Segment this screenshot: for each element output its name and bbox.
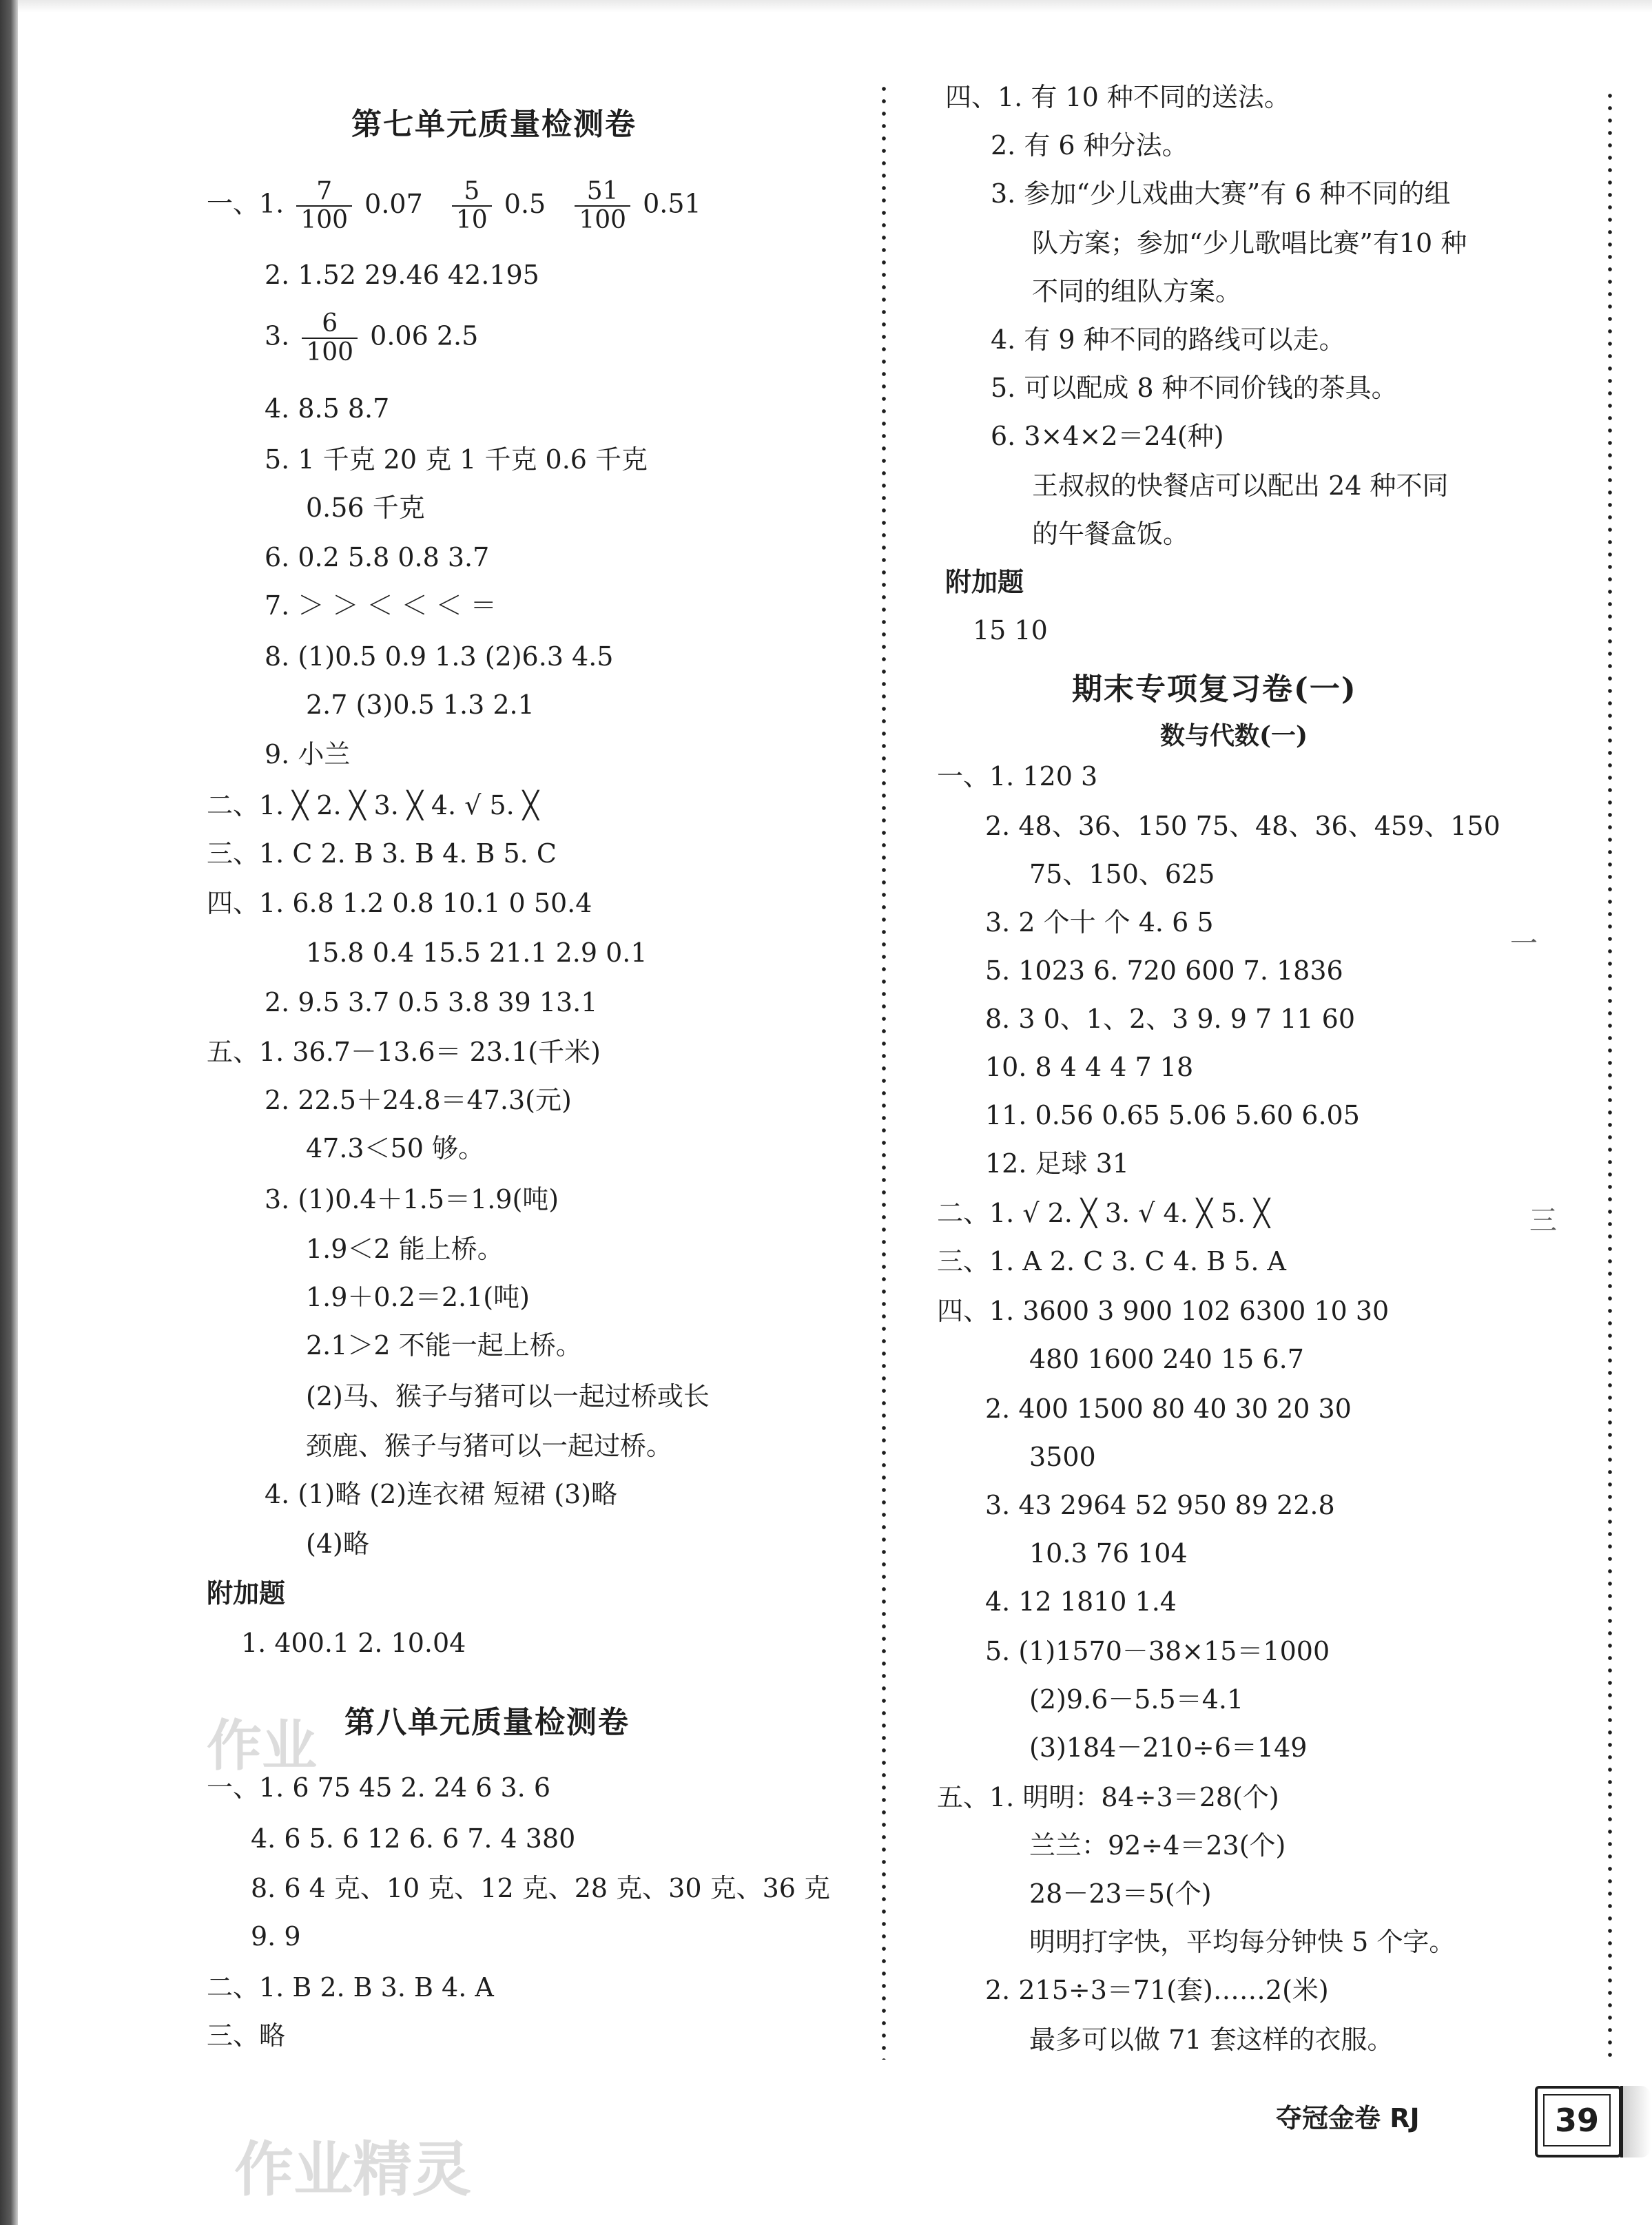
- answer-line: 8. 6 4 克、10 克、12 克、28 克、30 克、36 克: [251, 1873, 831, 1903]
- answer-line: 2. 48、36、150 75、48、36、459、150: [985, 811, 1500, 841]
- fraction-denominator: 100: [306, 338, 354, 366]
- answer-line: 8. 3 0、1、2、3 9. 9 7 11 60: [985, 1004, 1356, 1034]
- answer-line: 5. 1 千克 20 克 1 千克 0.6 千克: [265, 444, 648, 475]
- answer-line: (2)马、猴子与猪可以一起过桥或长: [306, 1381, 710, 1411]
- margin-mark: 一: [1510, 928, 1538, 960]
- answer-line: 8. (1)0.5 0.9 1.3 (2)6.3 4.5: [265, 641, 614, 672]
- answer-line: 颈鹿、猴子与猪可以一起过桥。: [306, 1431, 673, 1461]
- answer-line: 480 1600 240 15 6.7: [1029, 1344, 1304, 1374]
- answer-line: 75、150、625: [1029, 859, 1215, 889]
- answer-value: 0.51: [643, 188, 701, 219]
- answer-line: 28－23＝5(个): [1029, 1879, 1212, 1909]
- answer-line: 2. 1.52 29.46 42.195: [265, 260, 539, 290]
- answer-line: 三、略: [207, 2020, 286, 2051]
- answer-line: 明明打字快，平均每分钟快 5 个字。: [1029, 1927, 1456, 1957]
- fraction-denominator: 10: [455, 206, 488, 234]
- answer-lead: 3.: [265, 320, 290, 351]
- answer-line: 11. 0.56 0.65 5.06 5.60 6.05: [985, 1100, 1360, 1130]
- answer-line: 9. 9: [251, 1921, 301, 1952]
- answer-line: 2.1＞2 不能一起上桥。: [306, 1330, 582, 1360]
- answer-line: 2. 9.5 3.7 0.5 3.8 39 13.1: [265, 987, 598, 1017]
- answer-line: 2.7 (3)0.5 1.3 2.1: [306, 690, 535, 720]
- answer-line: 二、1. ╳ 2. ╳ 3. ╳ 4. √ 5. ╳: [207, 790, 539, 820]
- answer-line: 9. 小兰: [265, 739, 351, 769]
- scan-shadow-edge: [0, 0, 18, 2225]
- right-dotted-border: [1608, 90, 1612, 2060]
- answer-line: 4. 12 1810 1.4: [985, 1586, 1177, 1617]
- answer-line: 一、1. 6 75 45 2. 24 6 3. 6: [207, 1772, 550, 1803]
- section-title: 期末专项复习卷(一): [1072, 672, 1357, 707]
- answer-line: 1.9＜2 能上桥。: [306, 1234, 504, 1264]
- center-dotted-divider: [882, 83, 886, 2060]
- margin-mark: 三: [1529, 1205, 1557, 1236]
- answer-line: 一、1. 120 3: [937, 761, 1098, 791]
- answer-line: 最多可以做 71 套这样的衣服。: [1029, 2025, 1394, 2055]
- answer-line: 2. 有 6 种分法。: [991, 130, 1188, 161]
- answer-line: (4)略: [306, 1529, 369, 1559]
- section-title: 第八单元质量检测卷: [344, 1705, 630, 1740]
- answer-line: 15.8 0.4 15.5 21.1 2.9 0.1: [306, 938, 648, 968]
- answer-line: 3. 2 个十 个 4. 6 5: [985, 907, 1214, 938]
- answer-line: 二、1. B 2. B 3. B 4. A: [207, 1972, 494, 2002]
- scroll-decoration: [1620, 2086, 1651, 2157]
- answer-line: 兰兰：92÷4＝23(个): [1029, 1830, 1286, 1861]
- answer-line: 王叔叔的快餐店可以配出 24 种不同: [1032, 470, 1449, 501]
- answer-value: 0.06 2.5: [370, 320, 479, 351]
- answer-line: 4. 6 5. 6 12 6. 6 7. 4 380: [251, 1823, 576, 1854]
- answer-line: [207, 178, 701, 234]
- section-subtitle: 数与代数(一): [1160, 721, 1308, 750]
- bonus-label: 附加题: [945, 566, 1024, 597]
- fraction-numerator: 5: [452, 178, 492, 207]
- answer-line: 2. 22.5＋24.8＝47.3(元): [265, 1085, 572, 1115]
- answer-value: 0.07: [364, 188, 423, 219]
- answer-line: 6. 0.2 5.8 0.8 3.7: [265, 542, 490, 572]
- watermark-faint: 作业: [207, 1714, 317, 1778]
- fraction: [452, 178, 492, 234]
- answer-line: 2. 215÷3＝71(套)……2(米): [985, 1975, 1329, 2005]
- answer-line: 三、1. C 2. B 3. B 4. B 5. C: [207, 838, 557, 869]
- section-title: 第七单元质量检测卷: [351, 107, 637, 142]
- fraction-denominator: 100: [579, 206, 627, 234]
- answer-line: 5. 可以配成 8 种不同价钱的茶具。: [991, 373, 1398, 403]
- answer-line: 1.9＋0.2＝2.1(吨): [306, 1282, 530, 1312]
- brand-label: 夺冠金卷 RJ: [1276, 2103, 1420, 2133]
- answer-line: 的午餐盒饭。: [1032, 519, 1190, 549]
- fraction: [302, 310, 358, 366]
- answer-line: 5. 1023 6. 720 600 7. 1836: [985, 955, 1343, 986]
- answer-line: 3. 参加“少儿戏曲大赛”有 6 种不同的组: [991, 178, 1451, 209]
- answer-line: 0.56 千克: [306, 493, 425, 523]
- answer-line: 10.3 76 104: [1029, 1538, 1188, 1569]
- answer-line: 3500: [1029, 1442, 1096, 1472]
- answer-line: 7. ＞ ＞ ＜ ＜ ＜ ＝: [265, 590, 497, 621]
- answer-line: 3. (1)0.4＋1.5＝1.9(吨): [265, 1184, 559, 1214]
- answer-line: 10. 8 4 4 4 7 18: [985, 1052, 1194, 1082]
- answer-line: 二、1. √ 2. ╳ 3. √ 4. ╳ 5. ╳: [937, 1198, 1270, 1228]
- answer-line: (2)9.6－5.5＝4.1: [1029, 1684, 1244, 1715]
- answer-line: 四、1. 6.8 1.2 0.8 10.1 0 50.4: [207, 888, 592, 918]
- fraction-denominator: 100: [300, 206, 349, 234]
- answer-line: (3)184－210÷6＝149: [1029, 1732, 1308, 1763]
- answer-value: 0.5: [504, 188, 546, 219]
- answer-line: 6. 3×4×2＝24(种): [991, 421, 1224, 451]
- answer-line: [265, 310, 478, 366]
- answer-line: 队方案；参加“少儿歌唱比赛”有10 种: [1032, 228, 1467, 258]
- answer-line: 不同的组队方案。: [1032, 276, 1242, 307]
- answer-line: 4. (1)略 (2)连衣裙 短裙 (3)略: [265, 1479, 618, 1509]
- fraction-numerator: 6: [302, 310, 358, 339]
- answer-line: 四、1. 有 10 种不同的送法。: [945, 82, 1290, 112]
- watermark-logo: 作业精灵: [234, 2135, 471, 2204]
- fraction: [575, 178, 630, 234]
- bonus-label: 附加题: [207, 1577, 286, 1608]
- answer-line: 4. 有 9 种不同的路线可以走。: [991, 324, 1345, 355]
- answer-line: 47.3＜50 够。: [306, 1133, 485, 1163]
- answer-line: 五、1. 明明：84÷3＝28(个): [937, 1782, 1279, 1812]
- answer-line: 2. 400 1500 80 40 30 20 30: [985, 1394, 1352, 1424]
- answer-line: 五、1. 36.7－13.6＝ 23.1(千米): [207, 1037, 601, 1067]
- answer-line: 三、1. A 2. C 3. C 4. B 5. A: [937, 1246, 1286, 1276]
- scan-top-edge: [18, 0, 1652, 12]
- answer-line: 四、1. 3600 3 900 102 6300 10 30: [937, 1296, 1390, 1326]
- answer-line: 12. 足球 31: [985, 1148, 1129, 1179]
- fraction: [296, 178, 352, 234]
- page-number: 39: [1543, 2094, 1611, 2146]
- fraction-numerator: 51: [575, 178, 630, 207]
- answer-line: 5. (1)1570－38×15＝1000: [985, 1636, 1330, 1666]
- fraction-numerator: 7: [296, 178, 352, 207]
- answer-line: 1. 400.1 2. 10.04: [241, 1628, 466, 1658]
- answer-line: 4. 8.5 8.7: [265, 393, 390, 424]
- answer-lead: 一、1.: [207, 188, 285, 219]
- answer-line: 15 10: [973, 615, 1048, 645]
- answer-line: 3. 43 2964 52 950 89 22.8: [985, 1490, 1335, 1520]
